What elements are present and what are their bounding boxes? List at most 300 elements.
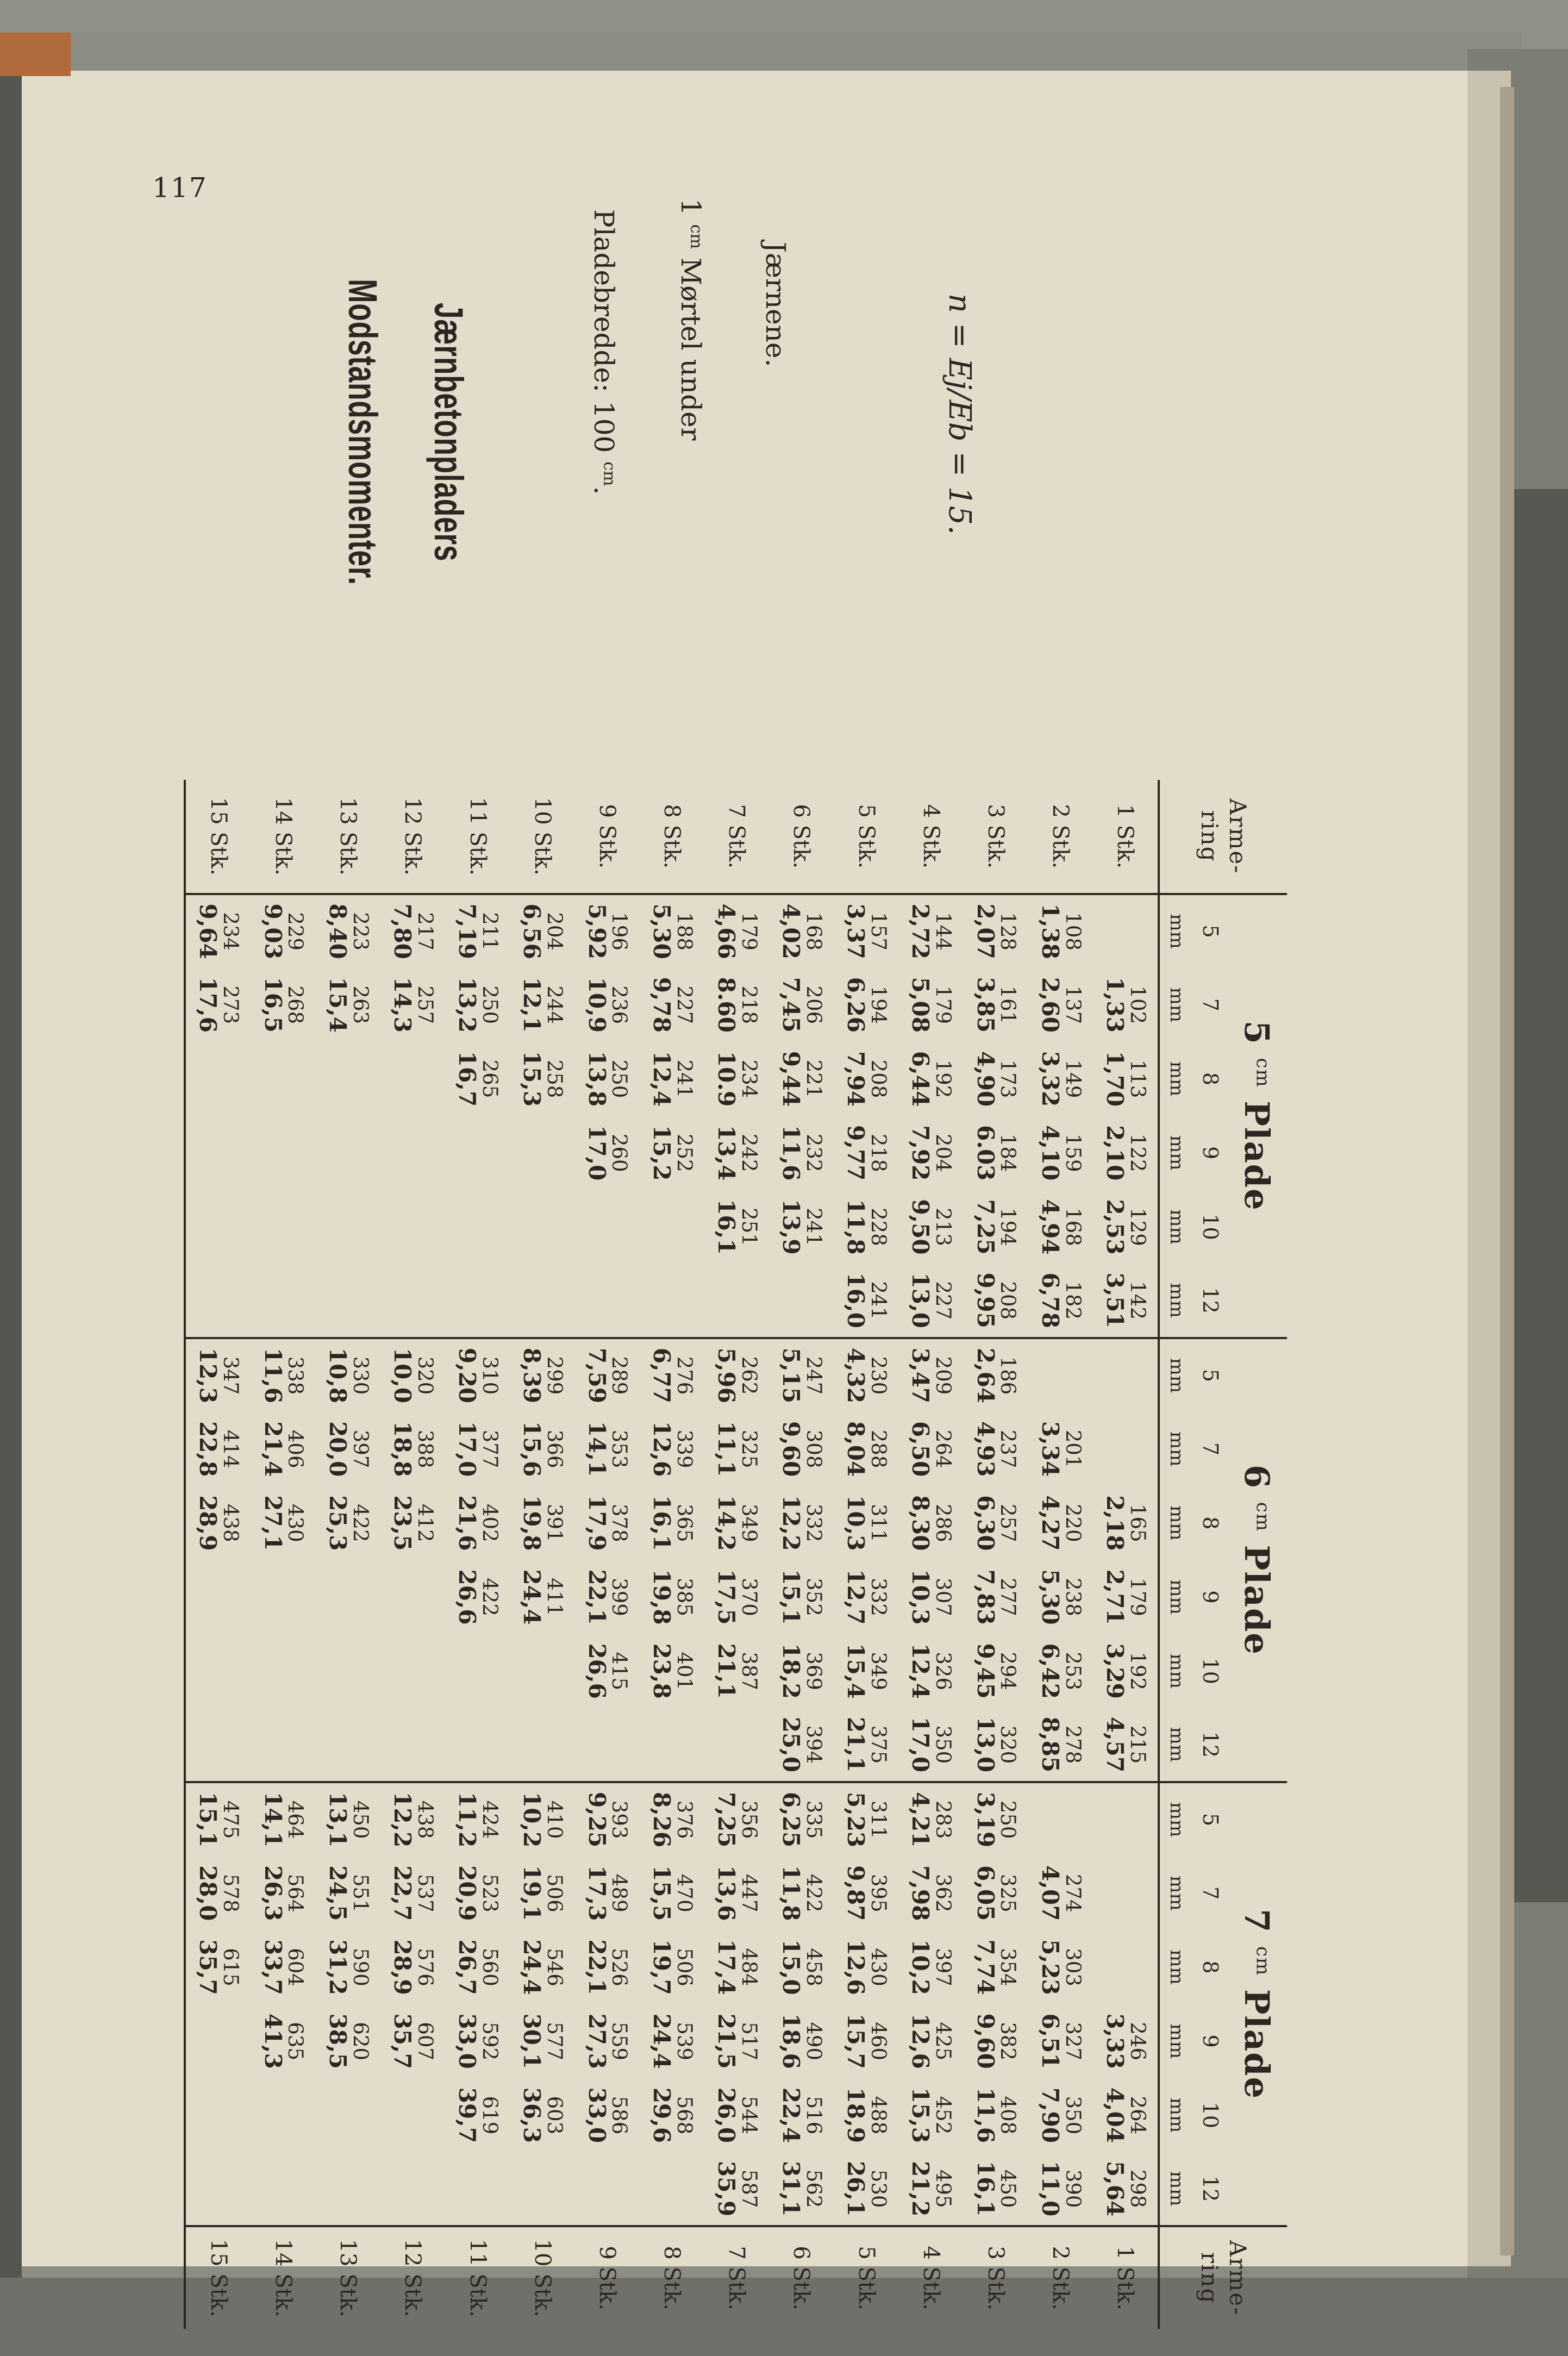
value-top: 430 bbox=[867, 1948, 891, 1986]
value-cell bbox=[963, 1190, 1028, 1264]
value-top: 517 bbox=[737, 2022, 761, 2061]
value-top: 350 bbox=[1061, 2096, 1085, 2135]
value-bottom: 9,60 bbox=[972, 2013, 999, 2069]
value-bottom: 10,8 bbox=[324, 1347, 351, 1404]
value-top: 268 bbox=[284, 985, 308, 1024]
value-top: 311 bbox=[867, 1503, 891, 1542]
thickness-header: 5 bbox=[1194, 1338, 1227, 1412]
value-bottom: 9,25 bbox=[583, 1791, 610, 1848]
value-bottom: 28,9 bbox=[389, 1939, 416, 1995]
armering-cell: 2 Stk. bbox=[1048, 804, 1073, 869]
value-top: 402 bbox=[478, 1503, 502, 1542]
value-bottom: 22,4 bbox=[778, 2087, 805, 2143]
value-bottom: 19,7 bbox=[648, 1939, 675, 1995]
value-cell bbox=[769, 894, 834, 968]
value-bottom: 5,23 bbox=[842, 1791, 870, 1848]
value-cell bbox=[704, 2152, 769, 2226]
value-cell bbox=[316, 1560, 380, 1634]
value-bottom: 3,33 bbox=[1102, 2013, 1129, 2069]
value-cell bbox=[574, 1856, 639, 1930]
value-bottom: 26,0 bbox=[713, 2087, 740, 2143]
value-cell bbox=[445, 1856, 510, 1930]
value-cell bbox=[185, 1190, 251, 1264]
value-bottom: 5,23 bbox=[1036, 1939, 1064, 1995]
value-cell bbox=[963, 1486, 1028, 1560]
value-top: 353 bbox=[608, 1429, 632, 1468]
value-bottom: 1,38 bbox=[1036, 903, 1064, 959]
value-top: 250 bbox=[478, 985, 502, 1024]
value-bottom: 13,8 bbox=[583, 1051, 610, 1107]
value-cell bbox=[963, 1264, 1028, 1338]
value-cell bbox=[251, 1042, 315, 1116]
value-bottom: 21,4 bbox=[259, 1421, 286, 1477]
value-top: 265 bbox=[478, 1059, 502, 1098]
value-top: 310 bbox=[478, 1356, 502, 1395]
value-bottom: 24,4 bbox=[518, 1569, 546, 1625]
value-bottom: 11,8 bbox=[778, 1865, 805, 1921]
value-top: 430 bbox=[284, 1503, 308, 1542]
value-top: 234 bbox=[219, 912, 243, 951]
value-bottom: 2,07 bbox=[972, 903, 999, 959]
value-bottom: 14,1 bbox=[259, 1791, 286, 1848]
value-cell bbox=[898, 1782, 963, 1856]
value-top: 161 bbox=[996, 985, 1020, 1024]
value-bottom: 5,30 bbox=[1036, 1569, 1064, 1625]
value-cell bbox=[769, 1634, 834, 1708]
armering-cell: 13 Stk. bbox=[335, 797, 361, 876]
value-cell bbox=[185, 1486, 251, 1560]
value-cell bbox=[898, 1042, 963, 1116]
value-top: 277 bbox=[996, 1578, 1020, 1616]
value-cell bbox=[1028, 1264, 1093, 1338]
value-top: 546 bbox=[543, 1948, 567, 1986]
value-top: 137 bbox=[1061, 985, 1085, 1024]
value-top: 406 bbox=[284, 1429, 308, 1468]
value-cell bbox=[963, 1338, 1028, 1412]
title-line-2: Modstandsmomenter. bbox=[340, 279, 385, 585]
value-cell bbox=[1093, 1264, 1159, 1338]
value-cell bbox=[1093, 1708, 1159, 1782]
value-cell bbox=[834, 2078, 898, 2152]
value-cell bbox=[316, 2004, 380, 2078]
value-cell bbox=[510, 1190, 574, 1264]
value-cell bbox=[769, 1930, 834, 2004]
table-row bbox=[510, 780, 574, 2329]
value-top: 208 bbox=[867, 1059, 891, 1098]
value-top: 286 bbox=[932, 1503, 955, 1542]
value-cell bbox=[574, 1708, 639, 1782]
value-top: 349 bbox=[867, 1652, 891, 1690]
armering-cell-right: 12 Stk. bbox=[380, 2226, 445, 2329]
value-cell bbox=[380, 894, 445, 968]
value-cell bbox=[639, 1930, 704, 2004]
value-bottom: 3,34 bbox=[1036, 1421, 1064, 1477]
value-top: 262 bbox=[737, 1356, 761, 1395]
value-top: 335 bbox=[802, 1800, 826, 1839]
value-top: 411 bbox=[543, 1578, 567, 1616]
value-top: 516 bbox=[802, 2096, 826, 2135]
value-bottom: 7,90 bbox=[1036, 2087, 1064, 2143]
value-top: 194 bbox=[867, 985, 891, 1024]
armering-cell: 15 Stk. bbox=[185, 780, 251, 894]
value-bottom: 21,5 bbox=[713, 2013, 740, 2069]
armering-cell: 7 Stk. bbox=[724, 804, 749, 869]
value-bottom: 21,1 bbox=[842, 1716, 870, 1773]
value-cell bbox=[510, 968, 574, 1042]
value-cell bbox=[834, 1782, 898, 1856]
value-cell bbox=[639, 1412, 704, 1486]
value-top: 179 bbox=[1126, 1578, 1150, 1616]
value-cell bbox=[251, 1782, 315, 1856]
value-top: 452 bbox=[932, 2096, 955, 2135]
value-top: 206 bbox=[802, 985, 826, 1024]
armering-cell: 3 Stk. bbox=[983, 804, 1009, 869]
value-top: 422 bbox=[478, 1578, 502, 1616]
value-bottom: 2,71 bbox=[1102, 1569, 1129, 1625]
group-size: 7 bbox=[1237, 1909, 1277, 1946]
value-cell bbox=[704, 1856, 769, 1930]
armering-cell: 8 Stk. bbox=[659, 804, 685, 869]
value-bottom: 7,80 bbox=[389, 903, 416, 959]
value-cell bbox=[574, 968, 639, 1042]
value-cell bbox=[898, 1190, 963, 1264]
value-top: 325 bbox=[996, 1874, 1020, 1913]
value-top: 369 bbox=[802, 1652, 826, 1690]
armering-cell-right: 1 Stk. bbox=[1093, 2226, 1159, 2329]
armering-cell-right: 2 Stk. bbox=[1028, 2226, 1093, 2329]
value-cell bbox=[445, 1190, 510, 1264]
value-cell bbox=[1028, 1338, 1093, 1412]
table-row bbox=[574, 780, 639, 2329]
thickness-header: 10 bbox=[1198, 2102, 1222, 2129]
value-top: 217 bbox=[413, 912, 437, 951]
value-top: 475 bbox=[219, 1800, 243, 1839]
modulus-formula: n = Ej/Eb = 15. bbox=[942, 293, 977, 535]
value-cell bbox=[963, 1560, 1028, 1634]
value-cell bbox=[898, 1856, 963, 1930]
value-bottom: 4,04 bbox=[1102, 2087, 1129, 2143]
value-bottom: 11,6 bbox=[259, 1347, 286, 1404]
value-cell bbox=[251, 1708, 315, 1782]
value-cell bbox=[1028, 1486, 1093, 1560]
value-bottom: 18,2 bbox=[778, 1643, 805, 1699]
value-cell bbox=[445, 894, 510, 968]
value-cell bbox=[898, 968, 963, 1042]
value-cell bbox=[769, 1708, 834, 1782]
value-bottom: 21,2 bbox=[907, 2160, 934, 2217]
thickness-header: 9 bbox=[1198, 1146, 1222, 1160]
table-row bbox=[834, 780, 898, 2329]
value-bottom: 39,7 bbox=[454, 2087, 481, 2143]
armering-cell-right: 8 Stk. bbox=[639, 2226, 704, 2329]
value-top: 278 bbox=[1061, 1725, 1085, 1764]
value-cell bbox=[898, 1708, 963, 1782]
value-top: 129 bbox=[1126, 1208, 1150, 1246]
value-cell bbox=[185, 1856, 251, 1930]
unit-header: mm bbox=[1159, 1338, 1194, 1412]
value-cell bbox=[380, 968, 445, 1042]
value-bottom: 8.60 bbox=[713, 977, 740, 1033]
value-top: 234 bbox=[737, 1059, 761, 1098]
value-top: 201 bbox=[1061, 1429, 1085, 1468]
value-cell bbox=[510, 1338, 574, 1412]
value-top: 450 bbox=[996, 2169, 1020, 2208]
value-cell bbox=[1093, 1634, 1159, 1708]
value-top: 332 bbox=[802, 1503, 826, 1542]
value-top: 149 bbox=[1061, 1059, 1085, 1098]
value-top: 303 bbox=[1061, 1948, 1085, 1986]
thickness-header: 9 bbox=[1198, 1590, 1222, 1604]
value-cell bbox=[704, 1116, 769, 1190]
value-bottom: 4,66 bbox=[713, 903, 740, 959]
value-cell bbox=[1028, 1708, 1093, 1782]
value-cell bbox=[316, 1042, 380, 1116]
group-header-7cm bbox=[1227, 1782, 1287, 2226]
value-cell bbox=[574, 2152, 639, 2226]
value-bottom: 17,9 bbox=[583, 1495, 610, 1551]
value-top: 347 bbox=[219, 1356, 243, 1395]
table-row bbox=[316, 780, 380, 2329]
value-bottom: 6,26 bbox=[842, 977, 870, 1033]
value-cell bbox=[639, 1782, 704, 1856]
group-label: Plade bbox=[1237, 1976, 1277, 2100]
value-bottom: 25,0 bbox=[778, 1716, 805, 1773]
value-cell bbox=[704, 1412, 769, 1486]
value-bottom: 5,92 bbox=[583, 903, 610, 959]
value-cell bbox=[1093, 1190, 1159, 1264]
value-top: 551 bbox=[348, 1874, 372, 1913]
value-top: 251 bbox=[737, 1208, 761, 1246]
armering-cell: 6 Stk. bbox=[789, 804, 814, 869]
value-cell bbox=[574, 1560, 639, 1634]
value-cell bbox=[704, 1338, 769, 1412]
value-cell bbox=[963, 968, 1028, 1042]
group-size: 5 bbox=[1237, 1020, 1277, 1058]
thickness-header: 5 bbox=[1194, 1782, 1227, 1856]
value-cell bbox=[251, 1856, 315, 1930]
value-bottom: 17,3 bbox=[583, 1865, 610, 1921]
value-top: 196 bbox=[608, 912, 632, 951]
value-cell bbox=[510, 2152, 574, 2226]
group-header-6cm bbox=[1227, 1338, 1287, 1782]
value-cell bbox=[704, 1782, 769, 1856]
armering-header-left bbox=[1159, 780, 1287, 894]
value-top: 354 bbox=[996, 1948, 1020, 1986]
value-top: 607 bbox=[413, 2022, 437, 2061]
value-top: 586 bbox=[608, 2096, 632, 2135]
value-top: 526 bbox=[608, 1948, 632, 1986]
armering-cell-right: 13 Stk. bbox=[316, 2226, 380, 2329]
page-number: 117 bbox=[152, 172, 208, 204]
value-cell bbox=[704, 2004, 769, 2078]
value-top: 489 bbox=[608, 1874, 632, 1913]
value-cell bbox=[574, 1930, 639, 2004]
value-cell bbox=[898, 1930, 963, 2004]
value-bottom: 4,57 bbox=[1102, 1716, 1129, 1773]
value-bottom: 6,51 bbox=[1036, 2013, 1064, 2069]
group-label: Plade bbox=[1237, 1532, 1277, 1655]
value-top: 232 bbox=[802, 1133, 826, 1172]
value-cell bbox=[510, 1634, 574, 1708]
value-top: 257 bbox=[996, 1503, 1020, 1542]
value-cell bbox=[769, 2152, 834, 2226]
value-cell bbox=[898, 894, 963, 968]
value-bottom: 13,4 bbox=[713, 1125, 740, 1181]
value-top: 208 bbox=[996, 1281, 1020, 1320]
value-bottom: 2,72 bbox=[907, 903, 934, 959]
value-top: 338 bbox=[284, 1356, 308, 1395]
armering-cell-right: 14 Stk. bbox=[251, 2226, 315, 2329]
value-bottom: 2,53 bbox=[1102, 1199, 1129, 1255]
value-bottom: 17,0 bbox=[907, 1716, 934, 1773]
value-cell bbox=[1093, 2078, 1159, 2152]
value-top: 241 bbox=[672, 1059, 696, 1098]
table-row bbox=[898, 780, 963, 2329]
value-bottom: 4,07 bbox=[1036, 1865, 1064, 1921]
value-cell bbox=[445, 2078, 510, 2152]
value-bottom: 1,33 bbox=[1102, 977, 1129, 1033]
value-top: 619 bbox=[478, 2096, 502, 2135]
value-bottom: 10,0 bbox=[389, 1347, 416, 1404]
unit-header: mm bbox=[1159, 1264, 1194, 1338]
value-bottom: 12,6 bbox=[907, 2013, 934, 2069]
value-top: 128 bbox=[996, 912, 1020, 951]
value-cell bbox=[834, 1708, 898, 1782]
value-top: 397 bbox=[348, 1429, 372, 1468]
value-bottom: 3,85 bbox=[972, 977, 999, 1033]
value-top: 213 bbox=[932, 1208, 955, 1246]
value-cell bbox=[445, 1116, 510, 1190]
value-cell bbox=[445, 2004, 510, 2078]
value-bottom: 4,32 bbox=[842, 1347, 870, 1404]
value-top: 330 bbox=[348, 1356, 372, 1395]
value-cell bbox=[380, 1634, 445, 1708]
value-top: 238 bbox=[1061, 1578, 1085, 1616]
value-top: 258 bbox=[543, 1059, 567, 1098]
value-cell bbox=[769, 968, 834, 1042]
value-top: 184 bbox=[996, 1133, 1020, 1172]
armering-cell-right: 6 Stk. bbox=[769, 2226, 834, 2329]
value-cell bbox=[380, 2004, 445, 2078]
value-cell bbox=[1028, 1930, 1093, 2004]
value-cell bbox=[316, 968, 380, 1042]
value-cell bbox=[898, 1338, 963, 1412]
value-top: 464 bbox=[284, 1800, 308, 1839]
value-top: 144 bbox=[932, 912, 955, 951]
value-bottom: 22,8 bbox=[195, 1421, 222, 1477]
value-bottom: 10,3 bbox=[907, 1569, 934, 1625]
value-bottom: 16,1 bbox=[648, 1495, 675, 1551]
value-top: 326 bbox=[932, 1652, 955, 1690]
value-bottom: 9,87 bbox=[842, 1865, 870, 1921]
value-bottom: 15,3 bbox=[518, 1051, 546, 1107]
value-cell bbox=[185, 1264, 251, 1338]
value-top: 179 bbox=[737, 912, 761, 951]
table-row bbox=[704, 780, 769, 2329]
value-cell bbox=[510, 1412, 574, 1486]
value-bottom: 7,83 bbox=[972, 1569, 999, 1625]
value-bottom: 7,25 bbox=[713, 1791, 740, 1848]
value-cell bbox=[185, 2004, 251, 2078]
value-top: 168 bbox=[802, 912, 826, 951]
value-top: 247 bbox=[802, 1356, 826, 1395]
value-cell bbox=[1028, 1634, 1093, 1708]
value-top: 237 bbox=[996, 1429, 1020, 1468]
thickness-header: 7 bbox=[1198, 1442, 1222, 1456]
value-cell bbox=[769, 1116, 834, 1190]
value-cell bbox=[380, 1042, 445, 1116]
value-top: 288 bbox=[867, 1429, 891, 1468]
group-unit: cm bbox=[1252, 1502, 1275, 1533]
value-top: 246 bbox=[1126, 2022, 1150, 2061]
value-cell bbox=[834, 1560, 898, 1634]
value-cell bbox=[510, 1560, 574, 1634]
value-bottom: 30,1 bbox=[518, 2013, 546, 2069]
value-cell bbox=[445, 1486, 510, 1560]
value-cell bbox=[834, 1486, 898, 1560]
value-cell bbox=[704, 968, 769, 1042]
value-bottom: 3,32 bbox=[1036, 1051, 1064, 1107]
value-bottom: 27,3 bbox=[583, 2013, 610, 2069]
value-bottom: 35,7 bbox=[195, 1939, 222, 1995]
value-bottom: 5,64 bbox=[1102, 2160, 1129, 2217]
unit-header: mm bbox=[1159, 2152, 1194, 2226]
value-cell bbox=[445, 1412, 510, 1486]
value-top: 425 bbox=[932, 2022, 955, 2061]
value-cell bbox=[639, 1856, 704, 1930]
value-top: 159 bbox=[1061, 1133, 1085, 1172]
value-bottom: 16,0 bbox=[842, 1272, 870, 1328]
mortar-text: Mørtel under bbox=[675, 257, 707, 441]
value-bottom: 36,3 bbox=[518, 2087, 546, 2143]
value-bottom: 9,50 bbox=[907, 1199, 934, 1255]
value-top: 276 bbox=[672, 1356, 696, 1395]
unit-header: mm bbox=[1159, 1930, 1194, 2004]
value-cell bbox=[510, 1930, 574, 2004]
value-cell bbox=[704, 2078, 769, 2152]
value-top: 506 bbox=[543, 1874, 567, 1913]
unit-header: mm bbox=[1159, 2078, 1194, 2152]
value-bottom: 10,3 bbox=[842, 1495, 870, 1551]
value-top: 578 bbox=[219, 1874, 243, 1913]
value-cell bbox=[639, 2004, 704, 2078]
value-cell bbox=[834, 2152, 898, 2226]
value-bottom: 35,7 bbox=[389, 2013, 416, 2069]
value-cell bbox=[510, 2004, 574, 2078]
value-top: 397 bbox=[932, 1948, 955, 1986]
value-bottom: 12,4 bbox=[648, 1051, 675, 1107]
value-cell bbox=[963, 1412, 1028, 1486]
value-bottom: 9,44 bbox=[778, 1051, 805, 1107]
value-cell bbox=[834, 1264, 898, 1338]
value-cell bbox=[445, 1264, 510, 1338]
value-bottom: 6,78 bbox=[1036, 1272, 1064, 1328]
value-cell bbox=[1028, 1190, 1093, 1264]
value-bottom: 12,2 bbox=[778, 1495, 805, 1551]
value-top: 424 bbox=[478, 1800, 502, 1839]
value-cell bbox=[1093, 1116, 1159, 1190]
value-cell bbox=[251, 1190, 315, 1264]
thickness-header: 8 bbox=[1198, 1960, 1222, 1974]
unit-header: mm bbox=[1159, 1190, 1194, 1264]
armering-header-text: Arme- bbox=[1225, 2240, 1252, 2316]
value-bottom: 27,1 bbox=[259, 1495, 286, 1551]
value-cell bbox=[251, 1338, 315, 1412]
value-cell bbox=[834, 1116, 898, 1190]
unit-header: mm bbox=[1159, 894, 1194, 968]
value-top: 495 bbox=[932, 2169, 955, 2208]
value-top: 460 bbox=[867, 2022, 891, 2061]
